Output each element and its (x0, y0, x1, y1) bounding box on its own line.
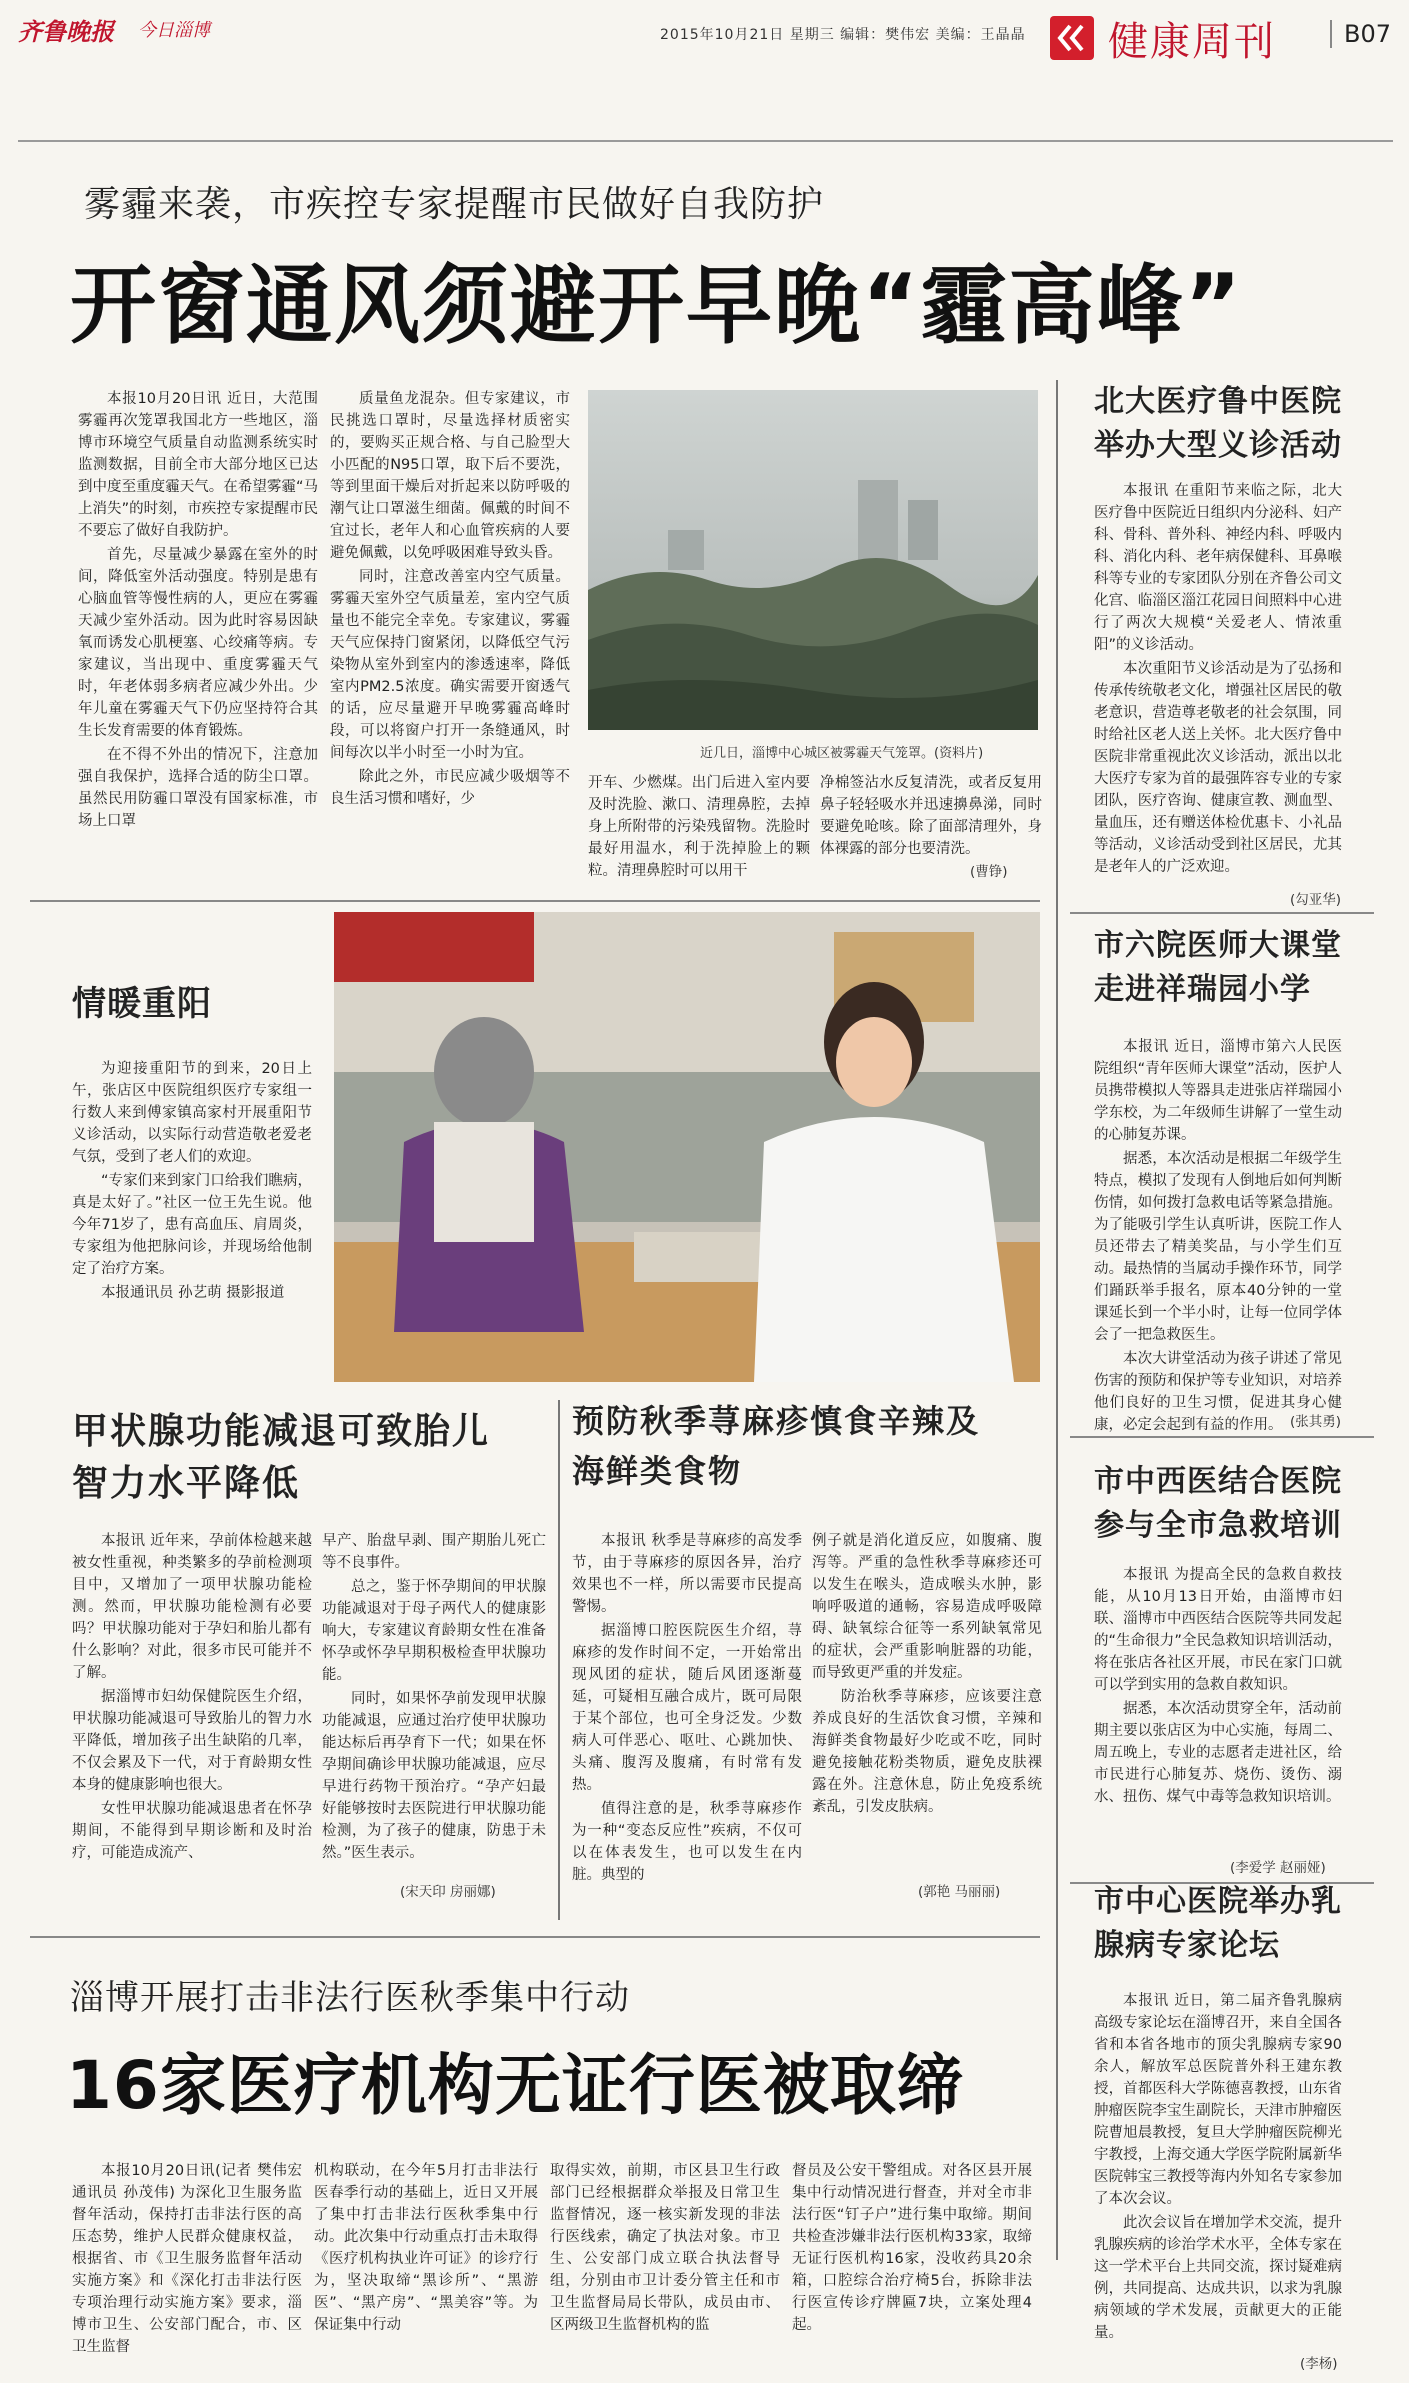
main-headline: 开窗通风须避开早晚“霾高峰” (70, 256, 1244, 356)
bottom-column-2: 机构联动，在今年5月打击非法行医春季行动的基础上，近日又开展了集中打击非法行医秋季集中行动。此次集中行动重点打击未取得《医疗机构执业许可证》的诊疗行为，坚决取缔“黑诊所”、“黑游医”、“黑产房”、“黑美容”等。为保证集中行动 (314, 2163, 538, 2333)
right2-author: (张其勇) (1290, 1414, 1342, 1430)
right4-title: 市中心医院举办乳腺病专家论坛 (1094, 1884, 1342, 1963)
right-divider-2 (1070, 1436, 1374, 1438)
right2-title: 市六院医师大课堂走进祥瑞园小学 (1094, 928, 1342, 1007)
main-column-3: 开车、少燃煤。出门后进入室内要及时洗脸、漱口、清理鼻腔，去掉身上所附带的污染残留物。洗脸时最好用温水，利于洗掉脸上的颗粒。清理鼻腔时可以用干 (588, 775, 810, 879)
brand-logo: 齐鲁晚报 (18, 17, 114, 46)
smog-photo-caption: 近几日，淄博中心城区被雾霾天气笼罩。(资料片) (700, 746, 984, 761)
main-kicker: 雾霾来袭，市疾控专家提醒市民做好自我防护 (84, 184, 825, 225)
main-author: (曹铮) (970, 864, 1008, 880)
urticaria-column-2: 例子就是消化道反应，如腹痛、腹泻等。严重的急性秋季荨麻疹还可以发生在喉头，造成喉头水肿，影响呼吸道的通畅，容易造成呼吸障碍、缺氧综合征等一系列缺氧常见的症状，会严重影响脏器的功能，而导致更严重的并发症。 防治秋季荨麻疹，应该要注意养成良好的生活饮食习惯，辛辣和海鲜类食物最好少吃或不吃，同时避免接触花粉类物质，避免皮肤裸露在外。注意休息，防止免疫系统紊乱，引发皮肤病。 (812, 1533, 1042, 1815)
urticaria-column-1: 本报讯 秋季是荨麻疹的高发季节，由于荨麻疹的原因各异，治疗效果也不一样，所以需要市民提高警惕。 据淄博口腔医院医生介绍，荨麻疹的发作时间不定，一开始常出现风团的症状，随后风团逐渐蔓延，可疑相互融合成片，既可局限于某个部位，也可全身泛发。少数病人可伴恶心、呕吐、心跳加快、头痛、腹泻及腹痛，有时常有发热。 值得注意的是，秋季荨麻疹作为一种“变态反应性”疾病，不仅可以在体表发生，也可以发生在内脏。典型的 (572, 1533, 802, 1883)
chongyang-title: 情暖重阳 (72, 984, 212, 1024)
right-divider-1 (1070, 912, 1374, 914)
clinic-photo (334, 912, 1040, 1382)
mid-divider (30, 900, 1040, 902)
thyroid-title: 甲状腺功能减退可致胎儿智力水平降低 (72, 1411, 491, 1504)
right2-body: 本报讯 近日，淄博市第六人民医院组织“青年医师大课堂”活动，医护人员携带模拟人等器具走进张店祥瑞园小学东校，为二年级师生讲解了一堂生动的心肺复苏课。 据悉，本次活动是根据二年级学生特点，模拟了发现有人倒地后如何判断伤情，如何拨打急救电话等紧急措施。为了能吸引学生认真听讲，医院工作人员还带去了精美奖品，与小学生们互动。最热情的当属动手操作环节，同学们踊跃举手报名，原本40分钟的一堂课延长到一个半小时，让每一位同学体会了一把急救医生。 本次大讲堂活动为孩子讲述了常见伤害的预防和保护等专业知识，对培养他们良好的卫生习惯，促进其身心健康，必定会起到有益的作用。 (1094, 1039, 1342, 1433)
main-column-4: 净棉签沾水反复清洗，或者反复用鼻子轻轻吸水并迅速擤鼻涕，同时要避免呛咳。除了面部清理外，身体裸露的部分也要清洗。 (820, 775, 1042, 857)
urticaria-author: (郭艳 马丽丽) (918, 1884, 1001, 1900)
mid-column-divider (558, 1400, 560, 1920)
right-column-divider (1056, 380, 1058, 2260)
right3-title: 市中西医结合医院参与全市急救培训 (1094, 1464, 1342, 1543)
thyroid-column-1: 本报讯 近年来，孕前体检越来越被女性重视，种类繁多的孕前检测项目中，又增加了一项甲状腺功能检测。然而，甲状腺功能检测有必要吗？甲状腺功能对于孕妇和胎儿都有什么影响？对此，很多市民可能并不了解。 据淄博市妇幼保健院医生介绍，甲状腺功能减退可导致胎儿的智力水平降低，增加孩子出生缺陷的几率，不仅会累及下一代，对于育龄期女性本身的健康影响也很大。 女性甲状腺功能减退患者在怀孕期间，不能得到早期诊断和及时治疗，可能造成流产、 (72, 1533, 312, 1861)
right4-body: 本报讯 近日，第二届齐鲁乳腺病高级专家论坛在淄博召开，来自全国各省和本省各地市的顶尖乳腺病专家90余人，解放军总医院普外科王建东教授，首都医科大学陈德喜教授，山东省肿瘤医院李宝生副院长，天津市肿瘤医院曹旭晨教授，复旦大学肿瘤医院柳光宇教授，上海交通大学医学院附属新华医院韩宝三教授等海内外知名专家参加了本次会议。 此次会议旨在增加学术交流，提升乳腺疾病的诊治学术水平，全体专家在这一学术平台上共同交流，探讨疑难病例，共同提高、达成共识，以求为乳腺病领域的学术发展，贡献更大的正能量。 (1094, 1993, 1342, 2341)
smog-city-photo (588, 390, 1038, 730)
bottom-divider (30, 1936, 1040, 1938)
section-title: 健康周刊 (1108, 19, 1276, 65)
right3-author: (李爱学 赵丽娅) (1230, 1860, 1326, 1876)
bottom-column-1: 本报10月20日讯(记者 樊伟宏 通讯员 孙茂伟) 为深化卫生服务监督年活动，保持打击非法行医的高压态势，维护人民群众健康权益，根据省、市《卫生服务监督年活动实施方案》和《深化打击非法行医专项治理行动实施方案》要求，淄博市卫生、公安部门配合，市、区卫生监督 (72, 2163, 302, 2355)
right1-author: (勾亚华) (1290, 892, 1342, 908)
section-chevron-icon (1050, 16, 1094, 60)
bottom-headline: 16家医疗机构无证行医被取缔 (66, 2047, 964, 2124)
date-editor-line: 2015年10月21日 星期三 编辑：樊伟宏 美编：王晶晶 (660, 27, 1026, 43)
main-column-1: 本报10月20日讯 近日，大范围雾霾再次笼罩我国北方一些地区，淄博市环境空气质量自动监测系统实时监测数据，目前全市大部分地区已达到中度至重度霾天气。在希望雾霾“马上消失”的时刻，市疾控专家提醒市民不要忘了做好自我防护。 首先，尽量减少暴露在室外的时间，降低室外活动强度。特别是患有心脑血管等慢性病的人，更应在雾霾天减少室外活动。因为此时容易因缺氧而诱发心肌梗塞、心绞痛等病。专家建议，当出现中、重度雾霾天气时，年老体弱多病者应减少外出。少年儿童在雾霾天气下仍应坚持符合其生长发育需要的体育锻炼。 在不得不外出的情况下，注意加强自我保护，选择合适的防尘口罩。虽然民用防霾口罩没有国家标准，市场上口罩 (78, 391, 318, 829)
page-number: B07 (1330, 20, 1391, 48)
chongyang-body: 为迎接重阳节的到来，20日上午，张店区中医院组织医疗专家组一行数人来到傅家镇高家村开展重阳节义诊活动，以实际行动营造敬老爱老气氛，受到了老人们的欢迎。 “专家们来到家门口给我们瞧病，真是太好了。”社区一位王先生说。他今年71岁了，患有高血压、肩周炎，专家组为他把脉问诊，并现场给他制定了治疗方案。 本报通讯员 孙艺萌 摄影报道 (72, 1061, 312, 1301)
right3-body: 本报讯 为提高全民的急救自救技能，从10月13日开始，由淄博市妇联、淄博市中西医结合医院等共同发起的“生命很力”全民急救知识培训活动，将在张店各社区开展，市民在家门口就可以学到实用的急救自救知识。 据悉，本次活动贯穿全年，活动前期主要以张店区为中心实施，每周二、周五晚上，专业的志愿者走进社区，给市民进行心肺复苏、烧伤、烫伤、溺水、扭伤、煤气中毒等急救知识培训。 (1094, 1567, 1342, 1805)
bottom-column-4: 督员及公安干警组成。对各区县开展集中行动情况进行督查，并对全市非法行医“钉子户”进行集中取缔。期间共检查涉嫌非法行医机构33家，取缔无证行医机构16家，没收药具20余箱，口腔综合治疗椅5台，拆除非法行医宣传诊疗牌匾7块，立案处理4起。 (792, 2163, 1032, 2333)
thyroid-column-2: 早产、胎盘早剥、围产期胎儿死亡等不良事件。 总之，鉴于怀孕期间的甲状腺功能减退对于母子两代人的健康影响大，专家建议育龄期女性在准备怀孕或怀孕早期积极检查甲状腺功能。 同时，如果怀孕前发现甲状腺功能减退，应通过治疗使甲状腺功能达标后再孕育下一代；如果在怀孕期间确诊甲状腺功能减退，应尽早进行药物干预治疗。“孕产妇最好能够按时去医院进行甲状腺功能检测，为了孩子的健康，防患于未然。”医生表示。 (322, 1533, 546, 1861)
main-column-2: 质量鱼龙混杂。但专家建议，市民挑选口罩时，尽量选择材质密实的，要购买正规合格、与自己脸型大小匹配的N95口罩，取下后不要洗，等到里面干燥后对折起来以防呼吸的潮气让口罩滋生细菌。佩戴的时间不宜过长，老年人和心血管疾病的人要避免佩戴，以免呼吸困难导致头昏。 同时，注意改善室内空气质量。雾霾天室外空气质量差，室内空气质量也不能完全幸免。专家建议，雾霾天气应保持门窗紧闭，以降低空气污染物从室外到室内的渗透速率，降低室内PM2.5浓度。确实需要开窗透气的话，应尽量避开早晚雾霾高峰时段，可以将窗户打开一条缝通风，时间每次以半小时至一小时为宜。 除此之外，市民应减少吸烟等不良生活习惯和嗜好，少 (330, 391, 570, 807)
header-divider (18, 140, 1393, 142)
thyroid-author: (宋天印 房丽娜) (400, 1884, 496, 1900)
right1-body: 本报讯 在重阳节来临之际，北大医疗鲁中医院近日组织内分泌科、妇产科、骨科、普外科、神经内科、呼吸内科、消化内科、老年病保健科、耳鼻喉科等专业的专家团队分别在齐鲁公司文化宫、临淄区淄江花园日间照料中心进行了两次大规模“关爱老人、情浓重阳”的义诊活动。 本次重阳节义诊活动是为了弘扬和传承传统敬老文化，增强社区居民的敬老意识，营造尊老敬老的社会氛围，同时给社区老人送上关怀。北大医疗鲁中医院非常重视此次义诊活动，派出以北大医疗专家为首的最强阵容专业的专家团队，医疗咨询、健康宣教、测血型、量血压，还有赠送体检优惠卡、小礼品等活动，义诊活动受到社区居民，尤其是老年人的广泛欢迎。 (1094, 483, 1342, 875)
bottom-kicker: 淄博开展打击非法行医秋季集中行动 (70, 1978, 630, 2018)
urticaria-title: 预防秋季荨麻疹慎食辛辣及海鲜类食物 (572, 1402, 981, 1490)
page-header (0, 0, 1409, 80)
right1-title: 北大医疗鲁中医院举办大型义诊活动 (1094, 384, 1342, 463)
bottom-column-3: 取得实效，前期，市区县卫生行政部门已经根据群众举报及日常卫生监督情况，逐一核实新发现的非法行医线索，确定了执法对象。市卫生、公安部门成立联合执法督导组，分别由市卫计委分管主任和市卫生监督局局长带队，成员由市、区两级卫生监督机构的监 (550, 2163, 780, 2333)
brand-subtitle: 今日淄博 (138, 20, 210, 41)
right4-author: (李杨) (1300, 2356, 1338, 2372)
